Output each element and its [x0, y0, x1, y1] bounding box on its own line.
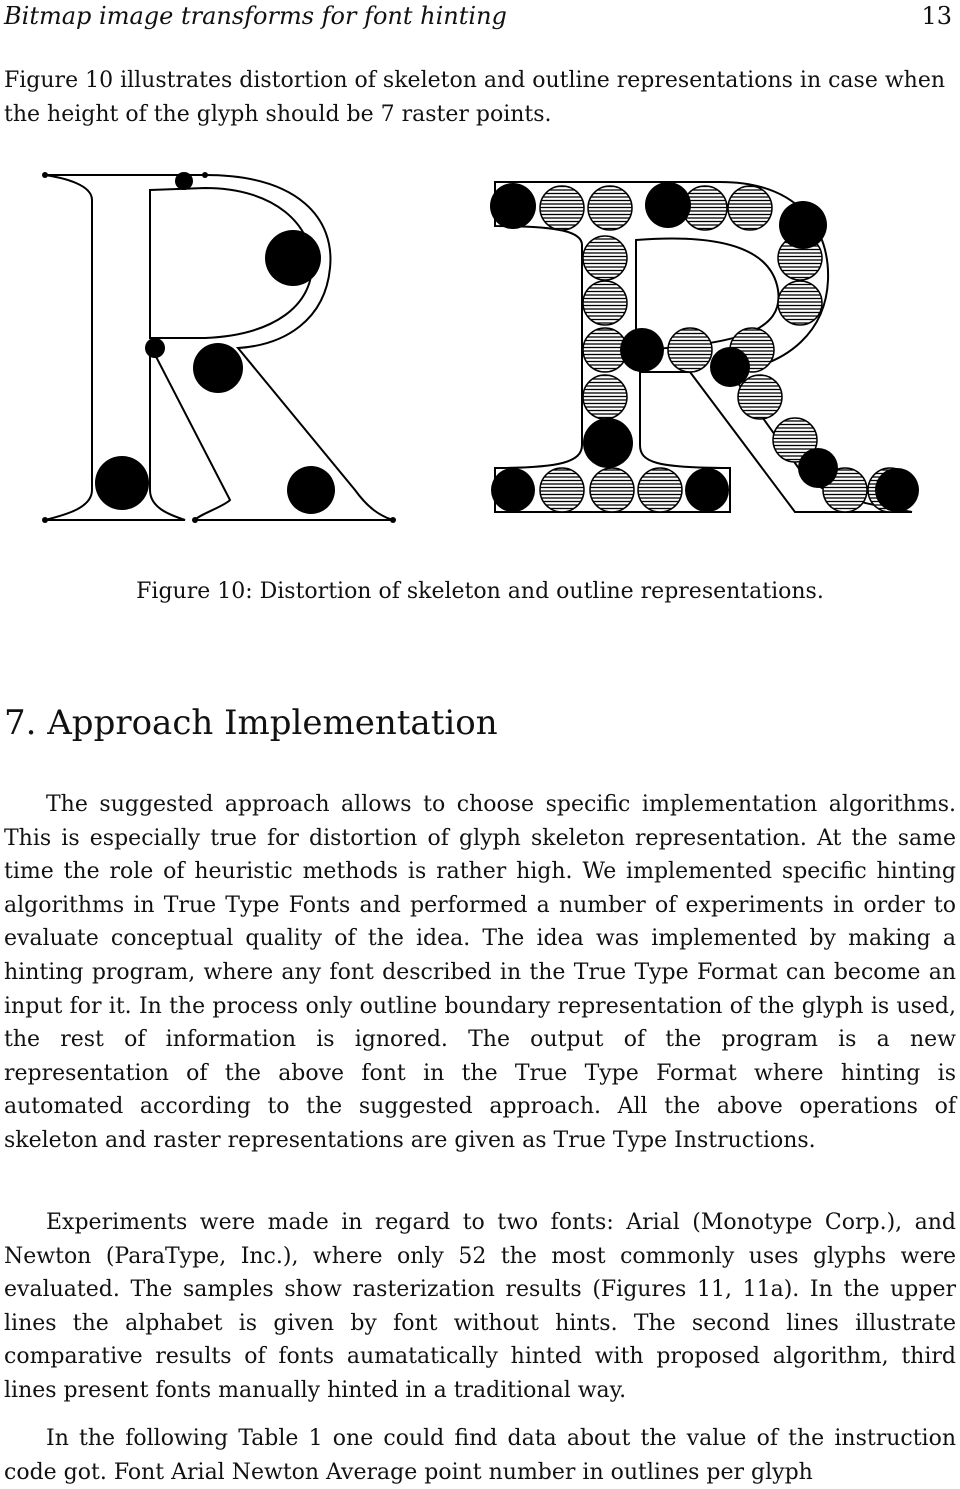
section-heading: 7. Approach Implementation [4, 703, 498, 743]
body-paragraph-1: The suggested approach allows to choose specific implementation algorithms. This is especially true for distortion of glyph skeleton representation. At the same time the role of heuristic methods is rather high. We implemented specific hinting algorithms in True Type Fonts and performed a number of experiments in order to evaluate conceptual quality of the idea. The idea was implemented by making a hinting program, where any font described in the True Type Format can become an input for it. In the process only outline boundary representation of the glyph is used, the rest of information is ignored. The output of the program is a new representation of the above font in the True Type Format where hinting is automated according to the suggested approach. All the above operations of skeleton and raster representations are given as True Type Instructions. [4, 792, 956, 1153]
page-header [4, 0, 952, 32]
figure-caption: Figure 10: Distortion of skeleton and outline representations. [136, 579, 824, 604]
body-paragraph-2: Experiments were made in regard to two fonts: Arial (Monotype Corp.), and Newton (ParaType, Inc.), where only 52 the most commonly uses glyphs were evaluated. The samples show rasterization results (Figures 11, 11a). In the upper lines the alphabet is given by font without hints. The second lines illustrate comparative results of fonts aumatatically hinted with proposed algorithm, third lines present fonts manually hinted in a traditional way. [4, 1210, 956, 1403]
running-title: Bitmap image transforms for font hinting [4, 2, 507, 30]
figure-10-illustration [0, 160, 960, 540]
body-paragraph-3: In the following Table 1 one could find data about the value of the instruction code got. Font Arial Newton Average point number in outlines per glyph [4, 1426, 956, 1485]
intro-paragraph: Figure 10 illustrates distortion of skeleton and outline representations in case when the height of the glyph should be 7 raster points. [4, 68, 946, 127]
page-number: 13 [921, 2, 952, 30]
figure-10 [0, 160, 960, 540]
skeleton-glyph-r-points [42, 172, 396, 523]
